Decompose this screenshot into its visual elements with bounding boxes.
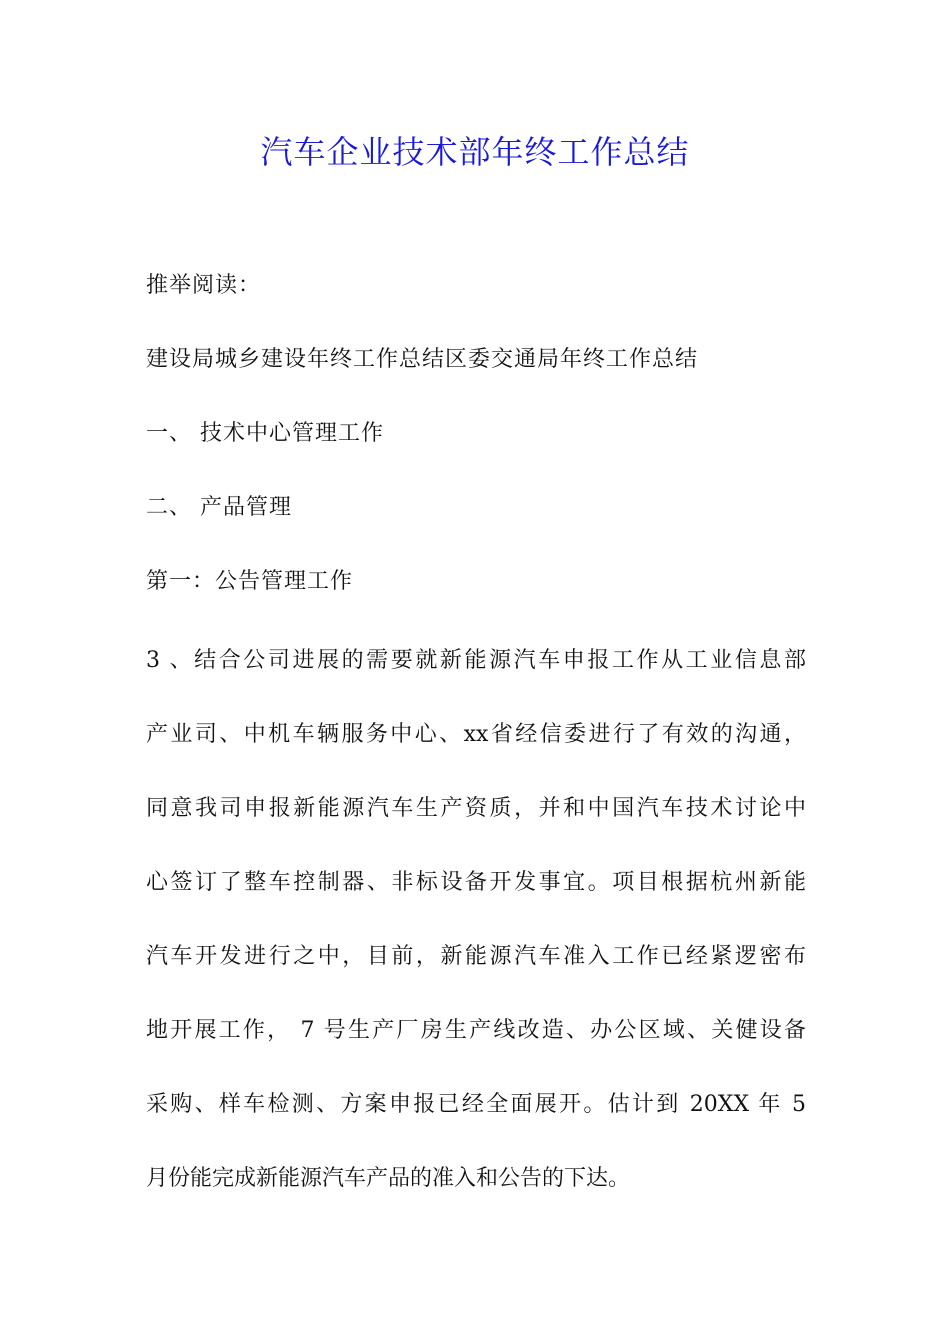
section-heading-1: 一、 技术中心管理工作 [146,421,384,446]
page-title: 汽车企业技术部年终工作总结 [260,133,690,171]
body-line: 采购、样车检测、方案申报已经全面展开。估计到 20XX 年 5 [146,1092,806,1117]
body-line: 汽车开发进行之中，目前，新能源汽车准入工作已经紧逻密布 [146,944,806,969]
body-line: 产业司、中机车辆服务中心、xx省经信委进行了有效的沟通， [146,722,806,747]
body-line: 3 、结合公司进展的需要就新能源汽车申报工作从工业信息部 [146,648,806,673]
subsection-heading-1: 第一：公告管理工作 [146,569,354,594]
body-line: 同意我司申报新能源汽车生产资质，并和中国汽车技术讨论中 [146,796,806,821]
recommend-label: 推举阅读： [146,273,262,298]
section-heading-2: 二、 产品管理 [146,495,292,520]
body-line: 地开展工作， 7 号生产厂房生产线改造、办公区域、关健设备 [146,1018,806,1043]
body-line: 月份能完成新能源汽车产品的准入和公告的下达。 [146,1166,631,1191]
recommend-links: 建设局城乡建设年终工作总结区委交通局年终工作总结 [146,347,699,372]
body-line: 心签订了整车控制器、非标设备开发事宜。项目根据杭州新能 [146,870,806,895]
